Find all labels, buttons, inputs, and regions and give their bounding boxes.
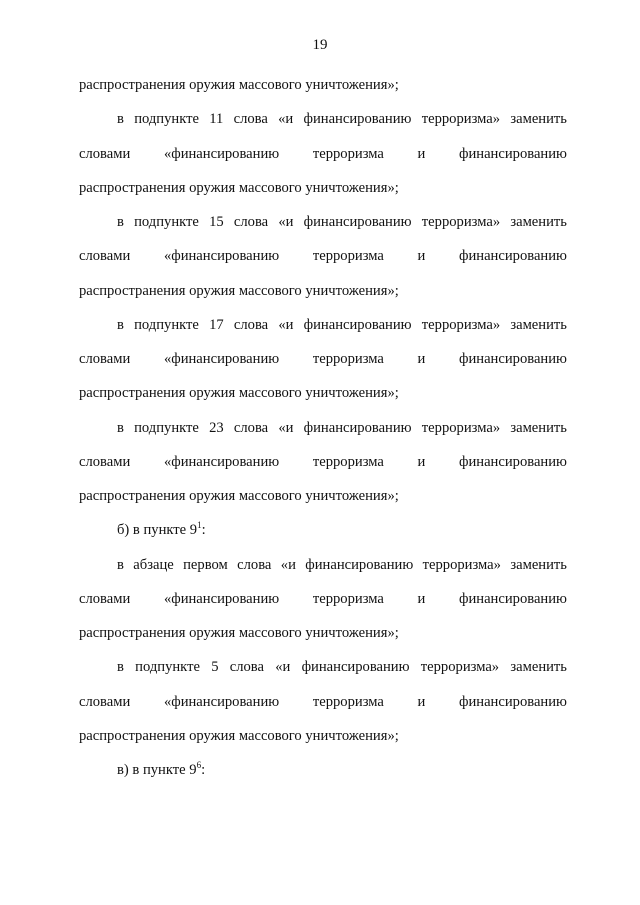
word: абзаце [133,556,174,573]
word: словами [79,590,131,607]
word: терроризма» [420,659,500,676]
word: терроризма [312,248,384,265]
text-line [79,415,567,449]
word: «и [280,556,296,573]
word: и [417,351,426,367]
word: финансированию [459,351,567,367]
text-line: распространения оружия массового уничтожения»; [79,77,399,93]
word: терроризма» [422,556,501,573]
text-line [79,312,567,346]
text-line [79,552,567,586]
word: финансированию [303,419,412,436]
word: и [417,693,426,710]
word: «и [278,316,294,333]
text-line [79,654,567,688]
item-heading-tail: : [201,762,206,778]
word: в [117,111,124,128]
word: финансированию [303,316,412,333]
word: «и [278,214,294,230]
word: в [117,214,124,230]
superscript: 6 [196,760,202,771]
word: слова [233,419,269,436]
word: подпункте [134,316,199,333]
word: слова [229,659,264,676]
word: в [117,316,124,333]
word: «финансированию [163,145,280,162]
word: «финансированию [163,248,280,265]
word: терроризма» [421,419,501,436]
word: словами [79,351,131,367]
word: заменить [510,419,567,436]
superscript: 1 [197,520,202,531]
word: «финансированию [163,693,280,710]
word: финансированию [459,248,567,265]
word: терроризма [312,590,384,607]
word: словами [79,145,131,162]
item-heading [79,757,567,791]
word: финансированию [459,590,567,607]
word: заменить [510,316,567,333]
text-line [79,209,567,243]
word: финансированию [303,111,412,128]
word: «и [275,659,291,676]
word: в [117,556,124,573]
word: терроризма» [421,214,501,230]
text-line: распространения оружия массового уничтожения»; [79,385,399,402]
word: финансированию [301,659,410,676]
word: подпункте [134,111,199,128]
text-line: распространения оружия массового уничтожения»; [79,625,399,641]
word: терроризма» [421,316,501,333]
word: финансированию [305,556,414,573]
word: финансированию [459,693,567,710]
word: и [417,248,426,265]
word: финансированию [303,214,412,230]
word: в [117,419,124,436]
text-line: распространения оружия массового уничтожения»; [79,727,399,744]
item-heading-text: б) в пункте 9 [117,522,198,539]
word: 11 [209,111,224,128]
word: в [117,659,124,676]
word: терроризма» [421,111,501,128]
word: терроризма [312,693,384,710]
document-body [79,72,567,791]
word: и [417,453,426,470]
text-line [79,141,567,175]
word: первом [183,556,228,573]
word: «и [278,419,294,436]
word: заменить [510,111,567,128]
word: терроризма [312,351,384,367]
text-line: распространения оружия массового уничтожения»; [79,282,399,299]
word: и [417,145,426,162]
word: подпункте [134,214,199,230]
text-line [79,106,567,140]
word: финансированию [459,453,567,470]
item-heading-text: в) в пункте 9 [117,762,197,778]
text-line: распространения оружия массового уничтожения»; [79,488,399,504]
word: подпункте [135,659,200,676]
word: слова [233,214,269,230]
word: финансированию [459,145,567,162]
text-line [79,689,567,723]
word: терроризма [312,453,384,470]
word: подпункте [134,419,199,436]
text-line [79,243,567,277]
text-line [79,586,567,620]
word: слова [233,111,268,128]
word: 15 [209,214,224,230]
item-heading-tail: : [201,522,206,539]
word: «финансированию [163,590,280,607]
word: заменить [510,556,567,573]
word: слова [233,316,269,333]
word: терроризма [312,145,384,162]
item-heading [79,517,567,551]
word: заменить [510,659,567,676]
text-line [79,449,567,483]
word: 17 [209,316,224,333]
text-line [79,346,567,380]
word: слова [237,556,272,573]
word: заменить [510,214,567,230]
word: «финансированию [163,453,280,470]
word: словами [79,693,131,710]
page-number: 19 [312,37,328,53]
text-line: распространения оружия массового уничтожения»; [79,179,399,196]
word: «и [278,111,294,128]
word: словами [79,248,131,265]
word: 5 [211,659,219,676]
word: и [417,590,426,607]
word: 23 [209,419,224,436]
word: словами [79,453,131,470]
word: «финансированию [163,351,280,367]
